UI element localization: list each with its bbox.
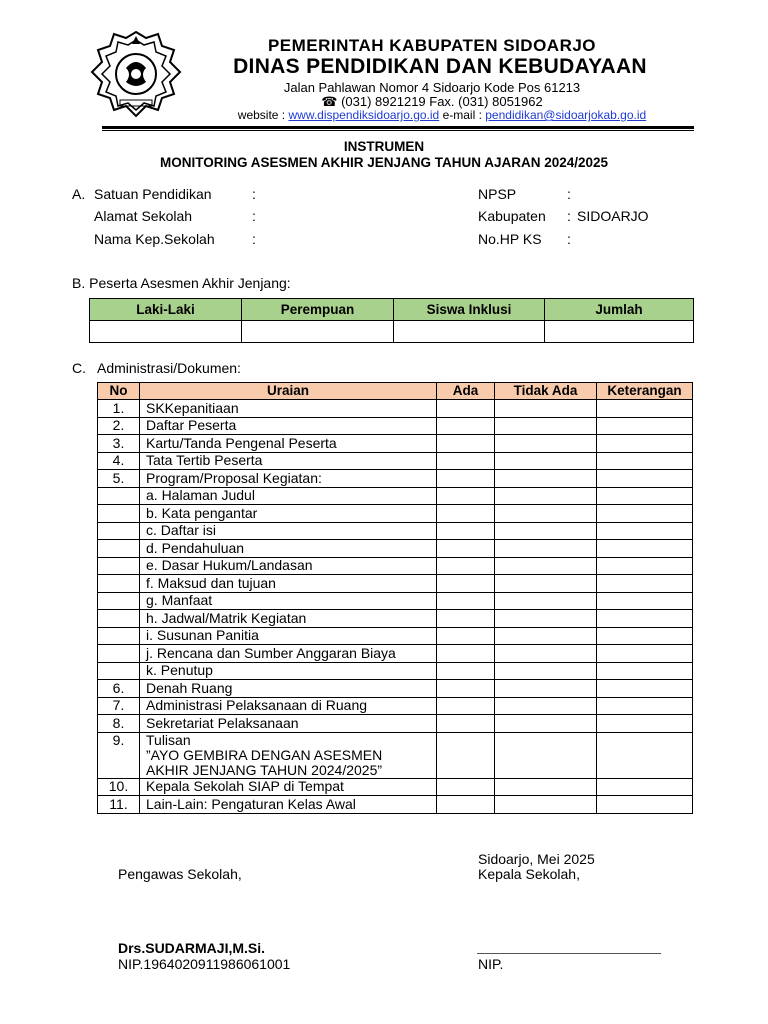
website-link[interactable]: www.dispendiksidoarjo.go.id [288,108,440,122]
row-no: 4. [98,452,140,470]
table-row [98,505,693,523]
cell-keterangan[interactable] [597,470,693,488]
table-row [98,470,693,488]
cell-jumlah[interactable] [545,321,694,343]
signature-right-nip: NIP. [478,956,504,972]
cell-keterangan[interactable] [597,610,693,628]
col-header-uraian: Uraian [140,383,437,400]
section-b-heading: B. Peserta Asesmen Akhir Jenjang: [72,275,291,291]
cell-ada[interactable] [437,778,495,796]
cell-tidak-ada[interactable] [495,470,597,488]
letterhead-address: Jalan Pahlawan Nomor 4 Sidoarjo Kode Pos 61213 [283,80,581,95]
cell-keterangan[interactable] [597,557,693,575]
row-uraian: Denah Ruang [140,680,437,698]
table-row [98,627,693,645]
row-no [98,662,140,680]
cell-ada[interactable] [437,697,495,715]
cell-laki[interactable] [90,321,242,343]
row-no [98,505,140,523]
table-row [98,400,693,418]
letterhead-government: PEMERINTAH KABUPATEN SIDOARJO [267,36,597,55]
row-uraian: Lain-Lain: Pengaturan Kelas Awal [140,796,437,814]
row-no [98,627,140,645]
field-label-npsp: NPSP [478,186,517,202]
participants-table [89,298,694,343]
cell-keterangan[interactable] [597,715,693,733]
cell-tidak-ada[interactable] [495,715,597,733]
row-no [98,540,140,558]
col-header-no: No [98,383,140,400]
cell-ada[interactable] [437,452,495,470]
cell-keterangan[interactable] [597,540,693,558]
cell-tidak-ada[interactable] [495,645,597,663]
row-no: 8. [98,715,140,733]
cell-ada[interactable] [437,522,495,540]
letterhead-department: DINAS PENDIDIKAN DAN KEBUDAYAAN [233,55,647,78]
row-uraian: k. Penutup [140,662,437,680]
cell-keterangan[interactable] [597,697,693,715]
cell-ada[interactable] [437,417,495,435]
table-row [98,592,693,610]
cell-ada[interactable] [437,592,495,610]
field-sep: : [567,231,571,247]
field-sep: : [252,186,256,202]
table-row [98,680,693,698]
cell-tidak-ada[interactable] [495,662,597,680]
row-no: 1. [98,400,140,418]
signature-right-role: Kepala Sekolah, [478,866,580,882]
cell-keterangan[interactable] [597,645,693,663]
cell-keterangan[interactable] [597,400,693,418]
row-no [98,645,140,663]
table-row [98,540,693,558]
col-header-jumlah: Jumlah [545,299,694,321]
table-row [98,645,693,663]
row-uraian: h. Jadwal/Matrik Kegiatan [140,610,437,628]
field-sep: : [567,208,571,224]
cell-keterangan[interactable] [597,505,693,523]
table-row [98,610,693,628]
cell-tidak-ada[interactable] [495,505,597,523]
cell-keterangan[interactable] [597,452,693,470]
cell-tidak-ada[interactable] [495,522,597,540]
section-a-marker: A. [72,186,86,202]
field-value-kabupaten: SIDOARJO [577,208,649,224]
row-uraian: Tata Tertib Peserta [140,452,437,470]
table-row [98,575,693,593]
cell-keterangan[interactable] [597,435,693,453]
table-row [98,662,693,680]
row-no [98,522,140,540]
row-uraian: Daftar Peserta [140,417,437,435]
row-uraian [140,732,437,778]
row-no [98,487,140,505]
regency-emblem-icon [88,28,184,120]
cell-tidak-ada[interactable] [495,540,597,558]
row-no: 6. [98,680,140,698]
row-no [98,610,140,628]
cell-tidak-ada[interactable] [495,732,597,778]
cell-ada[interactable] [437,796,495,814]
row-uraian: b. Kata pengantar [140,505,437,523]
cell-ada[interactable] [437,627,495,645]
cell-perempuan[interactable] [242,321,394,343]
cell-ada[interactable] [437,662,495,680]
cell-ada[interactable] [437,505,495,523]
cell-keterangan[interactable] [597,778,693,796]
cell-tidak-ada[interactable] [495,435,597,453]
cell-tidak-ada[interactable] [495,452,597,470]
row-uraian: Kartu/Tanda Pengenal Peserta [140,435,437,453]
table-row [98,732,693,778]
col-header-inklusi: Siswa Inklusi [394,299,545,321]
field-sep: : [252,208,256,224]
field-label-kabupaten: Kabupaten [478,208,546,224]
row-no: 7. [98,697,140,715]
cell-tidak-ada[interactable] [495,680,597,698]
cell-ada[interactable] [437,575,495,593]
letterhead-rule-thin [102,130,694,131]
signature-left-role: Pengawas Sekolah, [118,866,242,882]
row-uraian: a. Halaman Judul [140,487,437,505]
signature-left-nip: NIP.196402091198606100​1 [118,956,291,972]
col-header-tidak-ada: Tidak Ada [495,383,597,400]
cell-tidak-ada[interactable] [495,575,597,593]
cell-ada[interactable] [437,470,495,488]
section-c-heading: Administrasi/Dokumen: [97,360,241,376]
row-uraian: SKKepanitiaan [140,400,437,418]
document-title: INSTRUMEN [343,139,425,154]
row-no [98,557,140,575]
cell-tidak-ada[interactable] [495,557,597,575]
cell-tidak-ada[interactable] [495,487,597,505]
cell-keterangan[interactable] [597,662,693,680]
cell-keterangan[interactable] [597,522,693,540]
signature-left-name: Drs.SUDARMAJI,M.Si. [118,940,266,956]
row-uraian: d. Pendahuluan [140,540,437,558]
row-uraian: g. Manfaat [140,592,437,610]
cell-tidak-ada[interactable] [495,796,597,814]
field-sep: : [252,231,256,247]
cell-ada[interactable] [437,540,495,558]
section-c-marker: C. [72,360,86,376]
cell-ada[interactable] [437,645,495,663]
cell-ada[interactable] [437,732,495,778]
documents-table [97,382,693,814]
cell-ada[interactable] [437,557,495,575]
field-label-alamat: Alamat Sekolah [94,208,193,224]
phone-icon: ☎ [321,94,338,109]
cell-keterangan[interactable] [597,732,693,778]
col-header-ada: Ada [437,383,495,400]
cell-keterangan[interactable] [597,680,693,698]
table-row [98,778,693,796]
cell-keterangan[interactable] [597,796,693,814]
row-uraian-line: AKHIR JENJANG TAHUN 2024/2025” [146,761,383,778]
cell-tidak-ada[interactable] [495,697,597,715]
table-row [98,487,693,505]
cell-ada[interactable] [437,400,495,418]
row-no: 5. [98,470,140,488]
row-no: 9. [98,732,140,778]
cell-ada[interactable] [437,435,495,453]
col-header-laki: Laki-Laki [90,299,242,321]
letterhead-contact [212,108,672,122]
cell-ada[interactable] [437,715,495,733]
letterhead-phone-number: (031) 8921219 Fax. (031) 8051962 [341,94,543,109]
table-row [98,697,693,715]
row-uraian: e. Dasar Hukum/Landasan [140,557,437,575]
letterhead-rule-thick [102,126,694,129]
row-uraian: Program/Proposal Kegiatan: [140,470,437,488]
cell-keterangan[interactable] [597,575,693,593]
row-no: 2. [98,417,140,435]
table-row [98,715,693,733]
document-subtitle: MONITORING ASESMEN AKHIR JENJANG TAHUN AJARAN 2024/2025 [159,155,609,170]
row-uraian-line: ”AYO GEMBIRA DENGAN ASESMEN [146,746,383,763]
cell-ada[interactable] [437,680,495,698]
cell-ada[interactable] [437,610,495,628]
col-header-keterangan: Keterangan [597,383,693,400]
table-row [98,417,693,435]
signature-place-date: Sidoarjo, Mei 2025 [478,851,595,867]
field-label-satuan: Satuan Pendidikan [94,186,212,202]
cell-keterangan[interactable] [597,592,693,610]
cell-tidak-ada[interactable] [495,400,597,418]
table-row [98,796,693,814]
cell-inklusi[interactable] [394,321,545,343]
row-uraian: Sekretariat Pelaksanaan [140,715,437,733]
email-label: e-mail : [439,108,486,122]
field-sep: : [567,186,571,202]
row-no: 11. [98,796,140,814]
row-uraian: Administrasi Pelaksanaan di Ruang [140,697,437,715]
table-row [98,435,693,453]
row-uraian: f. Maksud dan tujuan [140,575,437,593]
cell-keterangan[interactable] [597,487,693,505]
field-label-kepsek: Nama Kep.Sekolah [94,231,215,247]
col-header-perempuan: Perempuan [242,299,394,321]
row-no [98,592,140,610]
cell-keterangan[interactable] [597,417,693,435]
row-uraian: j. Rencana dan Sumber Anggaran Biaya [140,645,437,663]
row-uraian: Kepala Sekolah SIAP di Tempat [140,778,437,796]
field-label-nohp: No.HP KS [478,231,542,247]
email-link[interactable]: pendidikan@sidoarjokab.go.id [485,108,647,122]
cell-tidak-ada[interactable] [495,627,597,645]
table-row [98,452,693,470]
row-uraian-line: Tulisan [146,731,191,748]
row-uraian: c. Daftar isi [140,522,437,540]
cell-tidak-ada[interactable] [495,610,597,628]
signature-line [477,953,661,954]
table-row [98,557,693,575]
table-row [98,522,693,540]
cell-tidak-ada[interactable] [495,778,597,796]
row-uraian: i. Susunan Panitia [140,627,437,645]
cell-ada[interactable] [437,487,495,505]
row-no [98,575,140,593]
cell-tidak-ada[interactable] [495,417,597,435]
cell-keterangan[interactable] [597,627,693,645]
row-no: 10. [98,778,140,796]
cell-tidak-ada[interactable] [495,592,597,610]
row-no: 3. [98,435,140,453]
website-label: website : [237,108,289,122]
